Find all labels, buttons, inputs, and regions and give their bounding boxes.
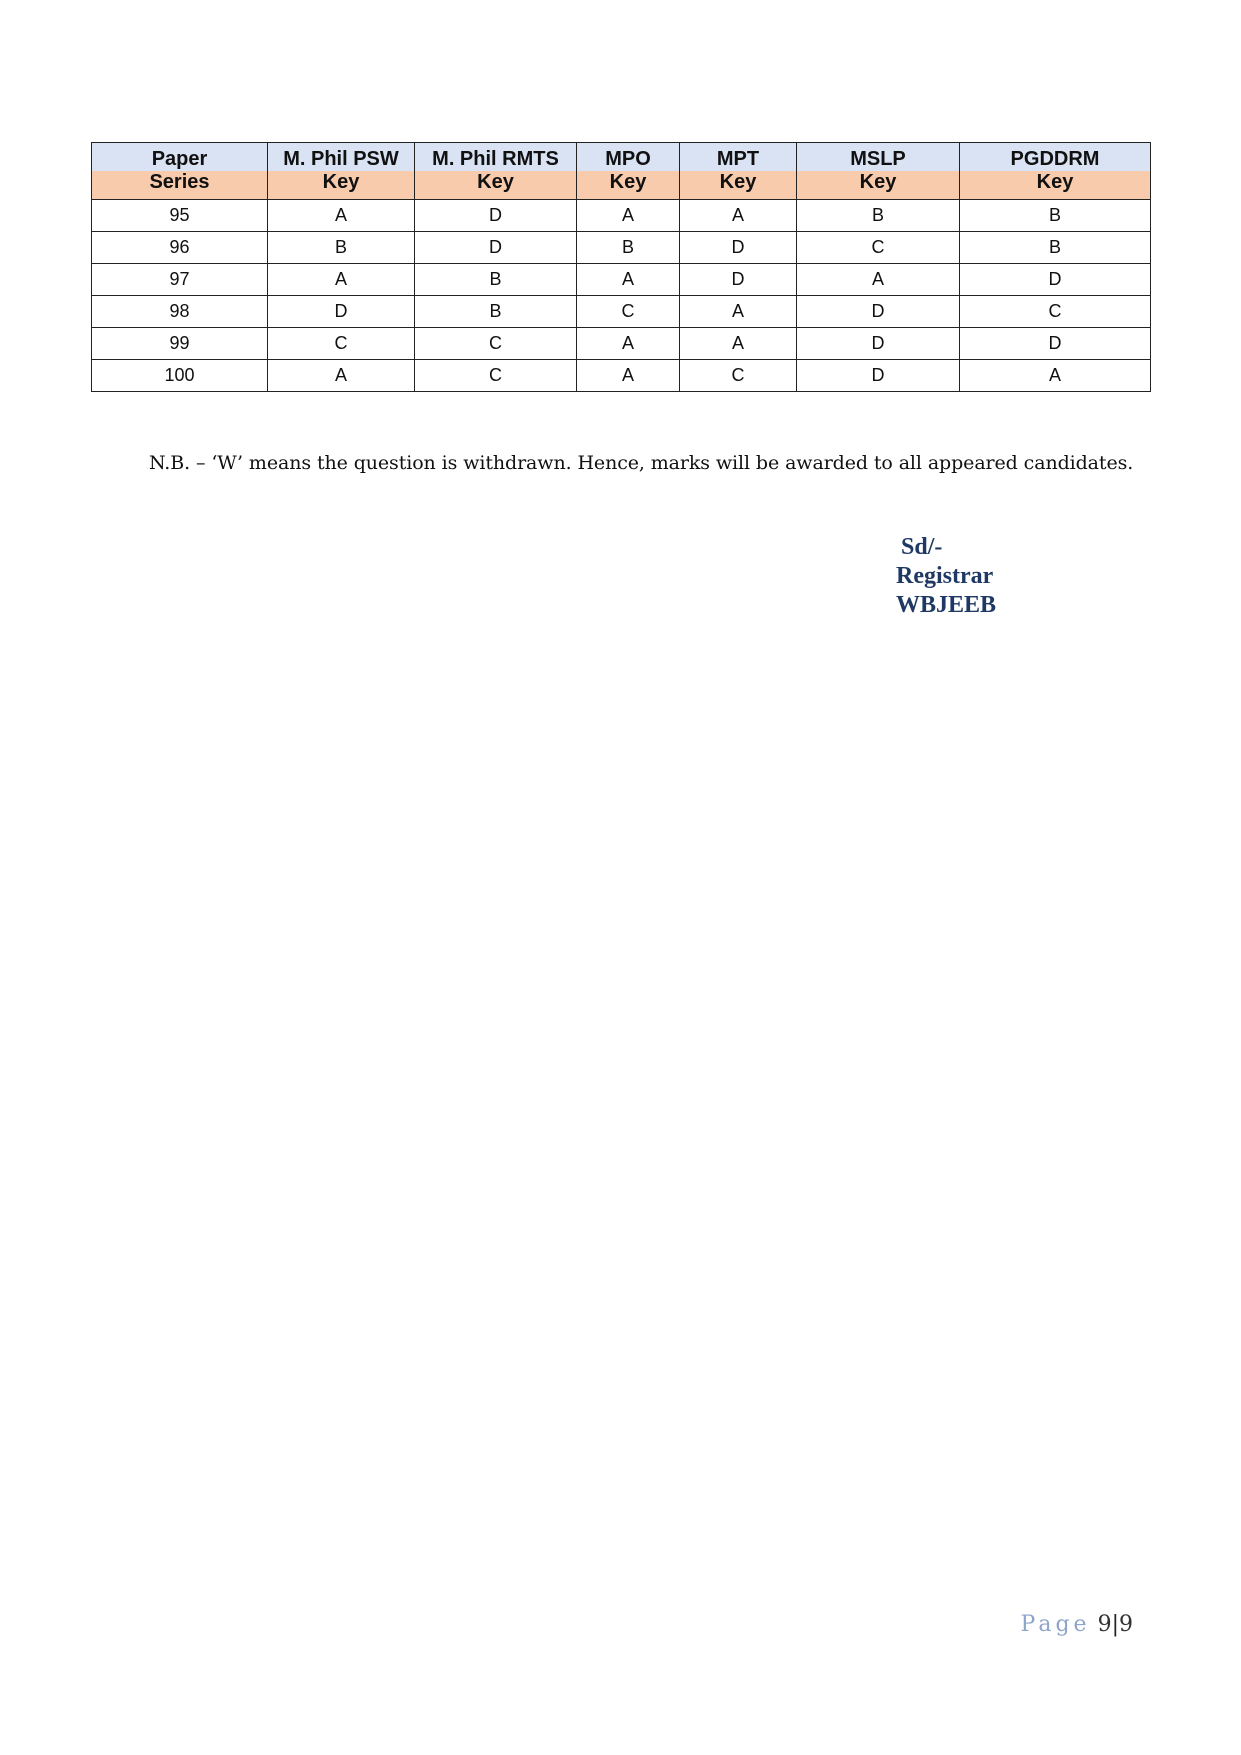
table-cell: A	[680, 296, 797, 328]
table-cell: B	[960, 200, 1151, 232]
table-row	[92, 232, 1151, 264]
header-cell: M. Phil RMTS	[415, 143, 577, 172]
table-cell: A	[268, 264, 415, 296]
table-cell: C	[797, 232, 960, 264]
table-cell: A	[577, 200, 680, 232]
table-row	[92, 264, 1151, 296]
header-cell: Key	[680, 171, 797, 200]
table-cell: D	[415, 232, 577, 264]
table-cell: D	[797, 296, 960, 328]
table-cell: D	[680, 264, 797, 296]
answer-key-table	[91, 142, 1151, 392]
table-cell: A	[680, 328, 797, 360]
page-label: Page	[1020, 1612, 1091, 1637]
withdrawn-note: N.B. – ‘W’ means the question is withdrawn. Hence, marks will be awarded to all appeared candidates.	[149, 452, 1134, 474]
table-cell: D	[960, 264, 1151, 296]
header-cell: MPO	[577, 143, 680, 172]
signature-sd: Sd/-	[901, 534, 943, 560]
table-row	[92, 200, 1151, 232]
header-cell: Key	[577, 171, 680, 200]
signature-title: Registrar	[896, 563, 994, 589]
header-cell: Paper	[92, 143, 268, 172]
table-cell: B	[415, 264, 577, 296]
page-number	[1021, 1612, 1133, 1637]
header-cell: Series	[92, 171, 268, 200]
header-cell: MSLP	[797, 143, 960, 172]
table-row	[92, 296, 1151, 328]
table-header-row-top	[92, 143, 1151, 172]
table-row	[92, 328, 1151, 360]
header-cell: PGDDRM	[960, 143, 1151, 172]
table-cell: B	[960, 232, 1151, 264]
header-cell: Key	[960, 171, 1151, 200]
table-cell: D	[960, 328, 1151, 360]
table-cell: B	[268, 232, 415, 264]
table-cell: C	[577, 296, 680, 328]
table-cell: C	[415, 328, 577, 360]
table-cell: A	[577, 264, 680, 296]
table-cell: 98	[92, 296, 268, 328]
table-cell: D	[680, 232, 797, 264]
table-cell: B	[415, 296, 577, 328]
table-cell: 99	[92, 328, 268, 360]
header-cell: Key	[268, 171, 415, 200]
header-cell: Key	[415, 171, 577, 200]
signature-block	[896, 533, 996, 620]
table-cell: C	[680, 360, 797, 392]
table-header-row-bottom	[92, 171, 1151, 200]
table-row	[92, 360, 1151, 392]
table-cell: D	[797, 360, 960, 392]
table-cell: 97	[92, 264, 268, 296]
page-separator: |	[1111, 1612, 1119, 1637]
table-cell: A	[680, 200, 797, 232]
table-cell: A	[268, 200, 415, 232]
table-cell: D	[415, 200, 577, 232]
table-cell: A	[268, 360, 415, 392]
table-cell: A	[577, 360, 680, 392]
table-cell: 100	[92, 360, 268, 392]
table-cell: A	[797, 264, 960, 296]
table-cell: B	[797, 200, 960, 232]
table-cell: D	[268, 296, 415, 328]
header-cell: MPT	[680, 143, 797, 172]
table-cell: C	[960, 296, 1151, 328]
header-cell: M. Phil PSW	[268, 143, 415, 172]
page-current: 9	[1097, 1612, 1112, 1637]
table-cell: A	[577, 328, 680, 360]
table-cell: 95	[92, 200, 268, 232]
table-cell: C	[415, 360, 577, 392]
table-cell: 96	[92, 232, 268, 264]
table-cell: B	[577, 232, 680, 264]
header-cell: Key	[797, 171, 960, 200]
signature-org: WBJEEB	[896, 592, 997, 618]
page-total: 9	[1119, 1612, 1133, 1637]
table-cell: A	[960, 360, 1151, 392]
table-cell: C	[268, 328, 415, 360]
table-cell: D	[797, 328, 960, 360]
